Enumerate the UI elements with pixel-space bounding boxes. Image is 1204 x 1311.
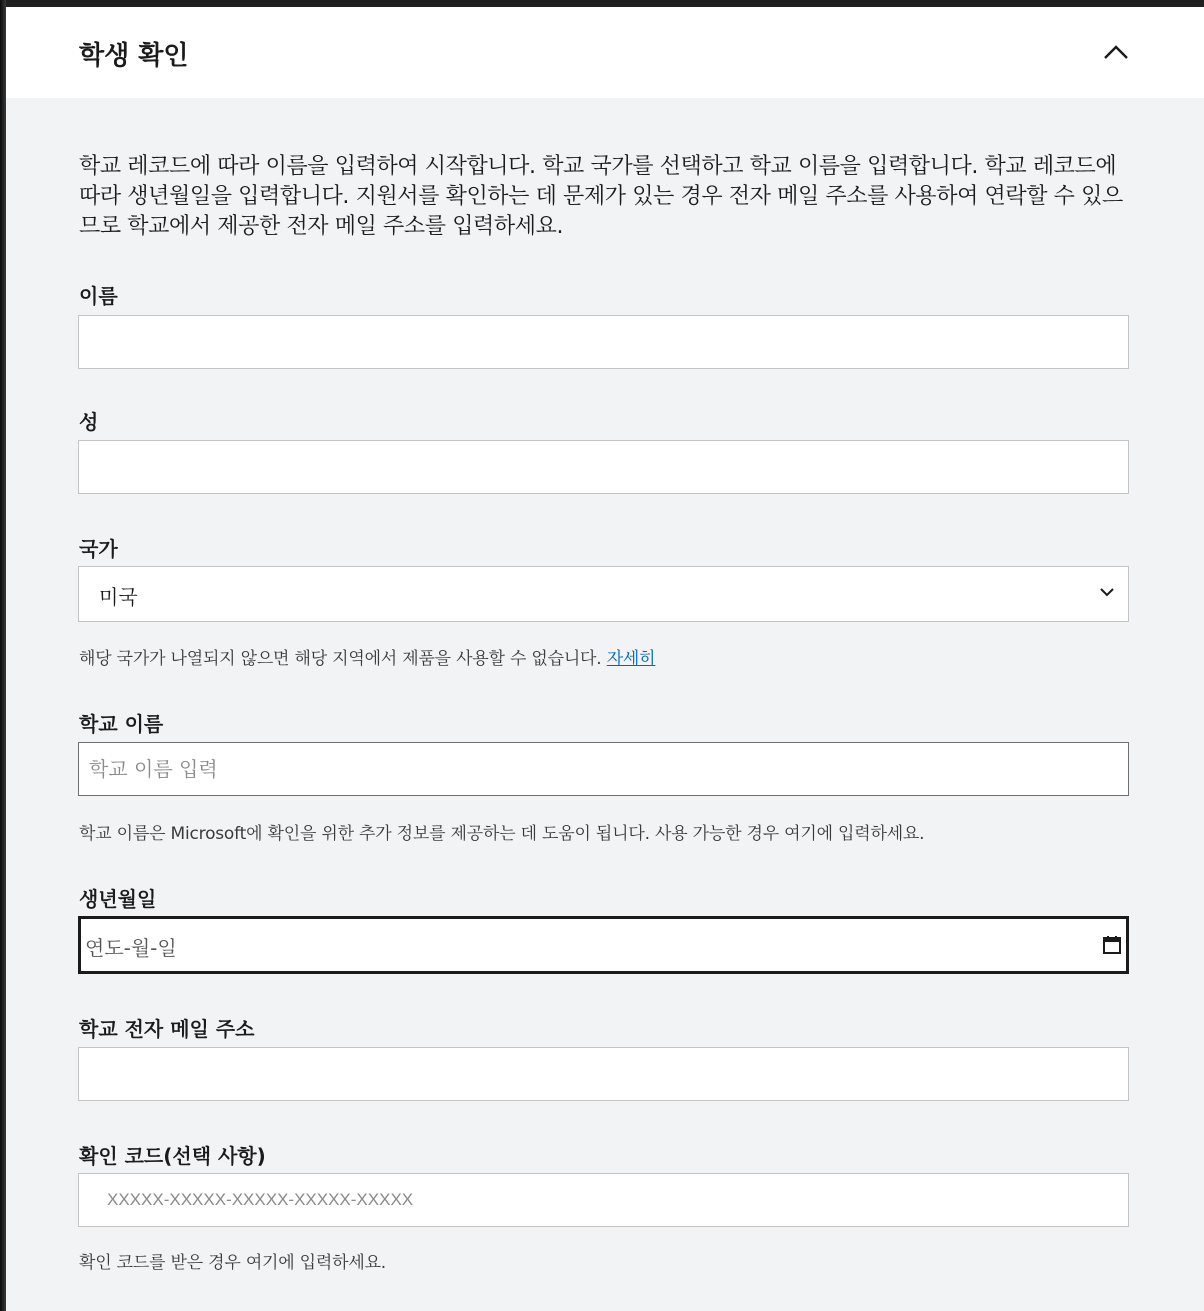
school-email-input[interactable] — [79, 1048, 1128, 1100]
chevron-up-icon — [1103, 44, 1129, 60]
last-name-label: 성 — [79, 410, 99, 434]
first-name-label: 이름 — [79, 284, 118, 308]
birthdate-field[interactable] — [78, 916, 1129, 974]
birthdate-placeholder: 연도-월-일 — [85, 936, 177, 960]
country-select[interactable] — [78, 566, 1129, 622]
school-email-label: 학교 전자 메일 주소 — [79, 1017, 255, 1041]
intro-text: 학교 레코드에 따라 이름을 입력하여 시작합니다. 학교 국가를 선택하고 학교 이름을 입력합니다. 학교 레코드에 따라 생년월일을 입력합니다. 지원서를 확인하는 데 문제가 있는 경우 전자 메일 주소를 사용하여 연락할 수 있으므로 학교에서 제공한 전자 메일 주소를 입력하세요. — [79, 154, 1123, 239]
chevron-down-icon — [1100, 587, 1114, 597]
section-title: 학생 확인 — [79, 41, 189, 71]
country-help — [79, 644, 655, 669]
first-name-field[interactable] — [78, 315, 1129, 369]
collapse-button[interactable] — [1098, 37, 1134, 67]
calendar-icon[interactable] — [1102, 935, 1122, 955]
student-verification-panel — [6, 7, 1204, 1311]
verification-code-label: 확인 코드(선택 사항) — [79, 1144, 266, 1168]
section-header[interactable] — [6, 7, 1204, 98]
verification-code-help: 확인 코드를 받은 경우 여기에 입력하세요. — [79, 1253, 386, 1273]
verification-code-field[interactable] — [78, 1173, 1129, 1227]
school-name-field[interactable] — [78, 742, 1129, 796]
last-name-field[interactable] — [78, 440, 1129, 494]
school-name-help: 학교 이름은 Microsoft에 확인을 위한 추가 정보를 제공하는 데 도움이 됩니다. 사용 가능한 경우 여기에 입력하세요. — [79, 824, 925, 844]
learn-more-link[interactable]: 자세히 — [606, 649, 656, 669]
verification-code-placeholder: XXXXX-XXXXX-XXXXX-XXXXX-XXXXX — [107, 1190, 414, 1209]
country-selected-value: 미국 — [99, 585, 138, 609]
country-help-text: 해당 국가가 나열되지 않으면 해당 지역에서 제품을 사용할 수 없습니다. — [79, 649, 602, 669]
school-name-input[interactable] — [79, 743, 1128, 795]
first-name-input[interactable] — [79, 316, 1128, 368]
birthdate-label: 생년월일 — [79, 887, 157, 911]
school-email-field[interactable] — [78, 1047, 1129, 1101]
country-label: 국가 — [79, 537, 118, 561]
last-name-input[interactable] — [79, 441, 1128, 493]
school-name-label: 학교 이름 — [79, 712, 164, 736]
